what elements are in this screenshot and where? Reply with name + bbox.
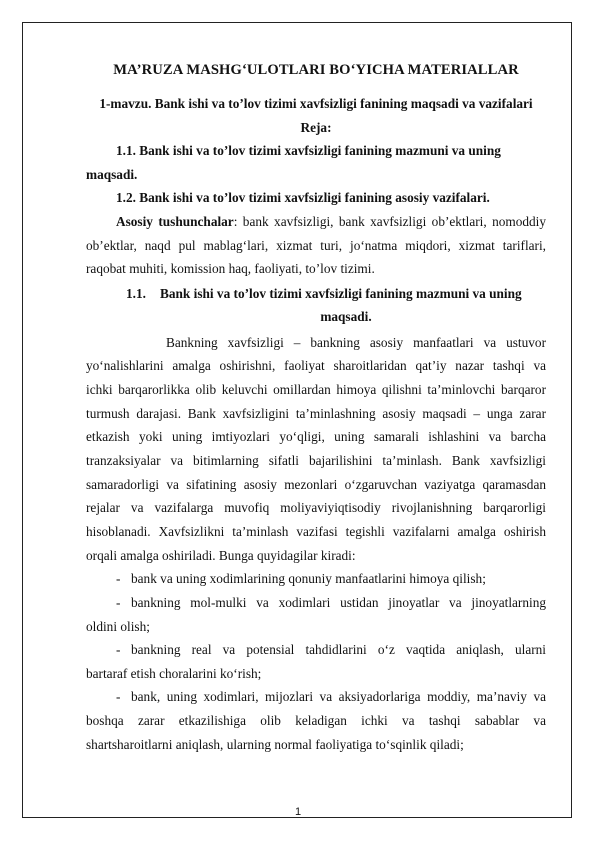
keywords-line-3: raqobat muhiti, komission haq, faoliyati, to’lov tizimi. <box>86 261 375 276</box>
paragraph-line: hisoblanadi. Xavfsizlikni ta’minlash vazifasi tegishli vazifalarni amalga oshirish <box>86 524 546 539</box>
paragraph-line: yo‘nalishlarini amalga oshirishni, faoliyat sharoitlaridan qat’iy nazar tashqi va <box>86 358 546 373</box>
bullet-item-4-cont: shartsharoitlarni aniqlash, ularning normal faoliyatiga to‘sqinlik qiladi; <box>86 737 464 752</box>
plan-item-1-cont: maqsadi. <box>86 167 138 182</box>
paragraph-line: samaradorligi va sifatining asosiy mezonlari o‘zgaruvchan vaziyatga qaramasdan <box>86 477 546 492</box>
bullet-item-3: bankning real va potensial tahdidlarini o‘z vaqtida aniqlash, ularni <box>131 642 546 657</box>
plan-item-1: 1.1. Bank ishi va to’lov tizimi xavfsizligi fanining mazmuni va uning <box>116 143 501 158</box>
bullet-item-4-cont: boshqa zarar etkazilishiga olib keladigan ichki va tashqi sabablar va <box>86 713 546 728</box>
document-title: MA’RUZA MASHG‘ULOTLARI BO‘YICHA MATERIALLAR <box>113 62 519 78</box>
paragraph-line: Bankning xavfsizligi – bankning asosiy manfaatlari va ustuvor <box>166 335 546 350</box>
plan-label: Reja: <box>300 120 332 135</box>
plan-item-2: 1.2. Bank ishi va to’lov tizimi xavfsizligi fanining asosiy vazifalari. <box>116 190 490 205</box>
keywords-line-2: ob’ektlar, naqd pul mablag‘lari, xizmat turi, jo‘natma miqdori, xizmat tariflari, <box>86 238 546 253</box>
bullet-item-1: bank va uning xodimlarining qonuniy manfaatlarini himoya qilish; <box>131 571 486 586</box>
keywords-label: Asosiy tushunchalar <box>116 214 234 229</box>
paragraph-line: orqali amalga oshiriladi. Bunga quyidagilar kiradi: <box>86 548 356 563</box>
paragraph-line: turmush darajasi. Bank xavfsizligini ta’minlashning asosiy maqsadi – unga zarar <box>86 406 546 421</box>
bullet-item-2: bankning mol-mulki va xodimlari ustidan jinoyatlar va jinoyatlarning <box>131 595 546 610</box>
bullet-item-3-cont: bartaraf etish choralarini ko‘rish; <box>86 666 262 681</box>
section-number: 1.1. <box>126 286 146 301</box>
bullet-item-4: bank, uning xodimlari, mijozlari va aksiyadorlariga moddiy, ma’naviy va <box>131 689 546 704</box>
bullet-marker: - <box>116 595 121 610</box>
topic-heading: 1-mavzu. Bank ishi va to’lov tizimi xavfsizligi fanining maqsadi va vazifalari <box>99 96 533 111</box>
bullet-marker: - <box>116 642 121 657</box>
bullet-item-2-cont: oldini olish; <box>86 619 150 634</box>
bullet-marker: - <box>116 689 121 704</box>
paragraph-line: tranzaksiyalar va bitimlarning sifatli bajarilishini ta’minlash. Bank xavfsizligi <box>86 453 546 468</box>
section-title-1: Bank ishi va to’lov tizimi xavfsizligi fanining mazmuni va uning <box>160 286 522 301</box>
bullet-marker: - <box>116 571 121 586</box>
keywords-line-1 <box>116 214 546 230</box>
paragraph-line: etkazish yoki uning imtiyozlari yo‘qligi, uning samarali ishlashini va barcha <box>86 429 546 444</box>
keywords-text-1: : bank xavfsizligi, bank xavfsizligi ob’ektlari, nomoddiy <box>233 214 547 229</box>
page-number: 1 <box>294 806 302 818</box>
section-title-2: maqsadi. <box>320 309 372 324</box>
paragraph-line: ichki barqarorlikka olib keluvchi omillardan himoya qilishni ta’minlovchi barqaror <box>86 382 546 397</box>
paragraph-line: rejalar va vazifalarga muvofiq moliyaviyiqtisodiy rivojlanishning barqarorligi <box>86 500 546 515</box>
